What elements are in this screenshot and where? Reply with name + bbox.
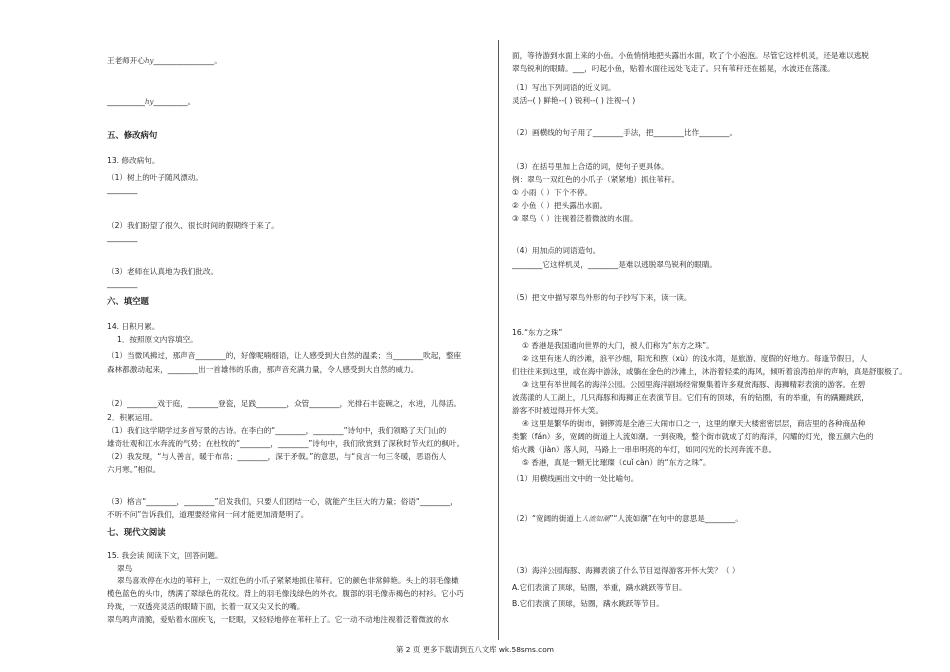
q16-2-suffix: ”“人流如潮”在句中的意思是________。 <box>609 514 743 523</box>
passage-line-1: 翠鸟喜欢停在水边的苇秆上，一双红色的小爪子紧紧地抓住苇秆。它的颜色非常鲜艳。头上的羽毛像橄 <box>117 576 459 585</box>
answer-blank: ________ <box>107 233 138 242</box>
hk-para-3-line-3: 游客不时被逗得开怀大笑。 <box>512 406 604 415</box>
handwriting-mark: hy <box>144 57 154 65</box>
answer-blank: ________ <box>107 185 138 194</box>
fill-item-2: ② 小鱼（ ）把头露出水面。 <box>512 201 608 210</box>
poem-line-1: （1）我们这学期学过多首写景的古诗。在李白的“________，________”诗句中，我们领略了天门山的 <box>107 426 447 435</box>
q15-3: （3）在括号里加上合适的词，使句子更具体。 <box>512 162 669 171</box>
page-footer: 第 2 页 更多下载请到五八文库 wk.58sms.com <box>396 645 554 654</box>
instruction-2: 2．积累运用。 <box>107 413 158 422</box>
answer-blank: ________ <box>107 279 138 288</box>
answer-line-1 <box>107 55 222 67</box>
q16-2 <box>512 513 743 525</box>
sentence-making: ________它这样机灵，________是难以逃脱翠鸟锐利的眼睛。 <box>512 260 718 269</box>
poem-line-2: 雄奇壮观和江水奔流的气势；在杜牧的“________，________”诗句中，我们欣赏到了深秋时节火红的枫叶。 <box>107 439 465 448</box>
question-14: 14. 日积月累。 <box>107 322 160 331</box>
column-divider <box>498 40 499 640</box>
hk-para-3-line-2: 波荡漾的人工湖上，几只海豚和海狮正在表演节目。它们有的顶球，有的钻圈，有的举重，有的蹒跚跳跃， <box>512 393 869 402</box>
q15-2: （2）画横线的句子用了________手法，把________比作________。 <box>512 128 738 137</box>
question-15: 15. 我会读 阅读下文，回答问题。 <box>107 551 223 560</box>
option-a: A.它们表演了顶球，钻圈，举重，蹒水跳跃等节目。 <box>512 583 687 592</box>
hk-para-4-line-1: ④ 这里是繁华的街市，铜锣湾是全港三大闹市口之一，这里的摩天大楼密密层层，商店里的各种商品种 <box>522 419 866 428</box>
answer-line-2 <box>107 96 195 108</box>
q16-3: （3）海洋公园海豚、海狮表演了什么节目逗得游客开怀大笑？（ ） <box>512 566 740 575</box>
passage-cont-2: 翠鸟锐利的眼睛。___，叼起小鱼，贴着水面往远处飞走了。只有苇秆还在摇晃，水波还在荡漾。 <box>512 64 835 73</box>
fill-1-line-2: 森林都激动起来，________出一首雄伟的乐曲，那声音充满力量，令人感受到大自然的威力。 <box>107 365 419 374</box>
fill-item-1: ① 小雨（ ）下个不停。 <box>512 188 592 197</box>
passage-line-2: 榄色蓝色的头巾，绣满了翠绿色的花纹。背上的羽毛像浅绿色的外衣。腹部的羽毛像赤褐色的衬衫。它小巧 <box>107 589 464 598</box>
instruction-1: 1．按照原文内容填空。 <box>117 335 198 344</box>
section-title-6: 六、填空题 <box>107 296 149 306</box>
fill-1-line-1: （1）当微风拂过，那声音________的，好像呢喃细语，让人感受到大自然的温柔；当________吹起，整座 <box>107 351 462 360</box>
q15-1: （1）写出下列词语的近义词。 <box>512 83 616 92</box>
handwriting-mark: 人流如潮 <box>581 515 610 523</box>
answer-blank: ________________。 <box>153 56 222 65</box>
q16-1: （1）用横线画出文中的一处比喻句。 <box>512 474 639 483</box>
question-16-title: 16.“东方之珠” <box>512 328 563 337</box>
question-13: 13. 修改病句。 <box>107 156 160 165</box>
q15-4: （4）用加点的词语造句。 <box>512 246 601 255</box>
hk-para-2-line-1: ② 这里有迷人的沙滩，浪平沙细，阳光和煦（xù）的浅水湾，是旅游、度假的好地方。每逢节假日，人 <box>522 354 868 363</box>
hk-para-4-line-2: 类繁（fán）多，宽阔的街道上人流如潮。一到夜晚，整个街市就成了灯的海洋，闪耀的灯光，像五颜六色的 <box>512 432 874 441</box>
proverb-line-1: （2）我发现，“与人善言，暖于布帛；________，深于矛戟。”的意思，与“良言一句三冬暖，恶语伤人 <box>107 452 447 461</box>
answer-blank: _________。 <box>153 97 196 106</box>
proverb-line-2: 六月寒。”相似。 <box>107 465 161 474</box>
sentence-1: （1）树上的叶子随风漂动。 <box>107 173 203 182</box>
fill-item-3: ③ 翠鸟（ ）注视着泛着微波的水面。 <box>512 214 638 223</box>
hk-para-5: ⑤ 香港，真是一颗无比璀璨（cuǐ càn）的“东方之珠”。 <box>522 458 711 467</box>
passage-line-3: 玲珑，一双透亮灵活的眼睛下面，长着一双又尖又长的嘴。 <box>107 602 305 611</box>
hk-para-4-line-3: 焰火溅（jiàn）落人间，马路上一串串明亮的车灯，如同闪光的长河奔流不息。 <box>512 445 777 454</box>
hk-para-3-line-1: ③ 这里有举世闻名的海洋公园。公园里海洋剧场经常聚集着许多观赏海豚、海狮精彩表演的游客。在碧 <box>522 380 866 389</box>
option-b: B.它们表演了顶球，钻圈，蹒水跳跃等节目。 <box>512 599 664 608</box>
synonym-row: 灵活--( ) 鲜艳--( ) 锐利--( ) 注视--( ) <box>512 96 636 105</box>
section-title-7: 七、现代文阅读 <box>107 527 166 537</box>
passage-cont-1: 面，等待游到水面上来的小鱼。小鱼悄悄地把头露出水面，吹了个小泡泡。尽管它这样机灵，还是难以逃脱 <box>512 51 869 60</box>
section-title-5: 五、修改病句 <box>107 130 158 140</box>
q16-2-prefix: （2）“宽阔的街道上 <box>512 514 582 523</box>
answer-blank: __________ <box>107 97 145 106</box>
motto-line-2: 不听不问”告诉我们，道理要经常问一问才能更加清楚明了。 <box>107 510 309 519</box>
passage-line-4: 翠鸟鸣声清脆，爱贴着水面疾飞，一眨眼，又轻轻地停在苇秆上了。它一动不动地注视着泛着微波的水 <box>107 615 449 624</box>
answer-prefix: 王老师开心 <box>107 56 145 65</box>
motto-line-1: （3）格言“________，________”启发我们，只要人们团结一心，就能产生巨大的力量；俗语“________， <box>107 497 458 506</box>
sentence-3: （3）老师在认真地为我们批改。 <box>107 267 219 276</box>
hk-para-2-line-2: 们往往来到这里，或在海中游泳，或躺在金色的沙滩上，沐浴着轻柔的海风，倾听着浪涛拍岸的声响，真是舒服极了。 <box>512 367 907 376</box>
fill-2: （2）________戏于庭，________登瓷，足践________，众管________，光排石丰瓷碗之，水迸，儿得活。 <box>107 399 462 408</box>
q15-5: （5）把文中描写翠鸟外形的句子抄写下来，读一读。 <box>512 293 692 302</box>
handwriting-mark: hy <box>144 98 154 106</box>
sentence-2: （2）我们盼望了很久、很长时间的假期终于来了。 <box>107 221 279 230</box>
passage-title: 翠鸟 <box>117 564 133 573</box>
example-line: 例：翠鸟一双红色的小爪子（紧紧地）抓住苇秆。 <box>512 175 680 184</box>
hk-para-1: ① 香港是我国通向世界的大门，被人们称为“东方之珠”。 <box>522 341 714 350</box>
